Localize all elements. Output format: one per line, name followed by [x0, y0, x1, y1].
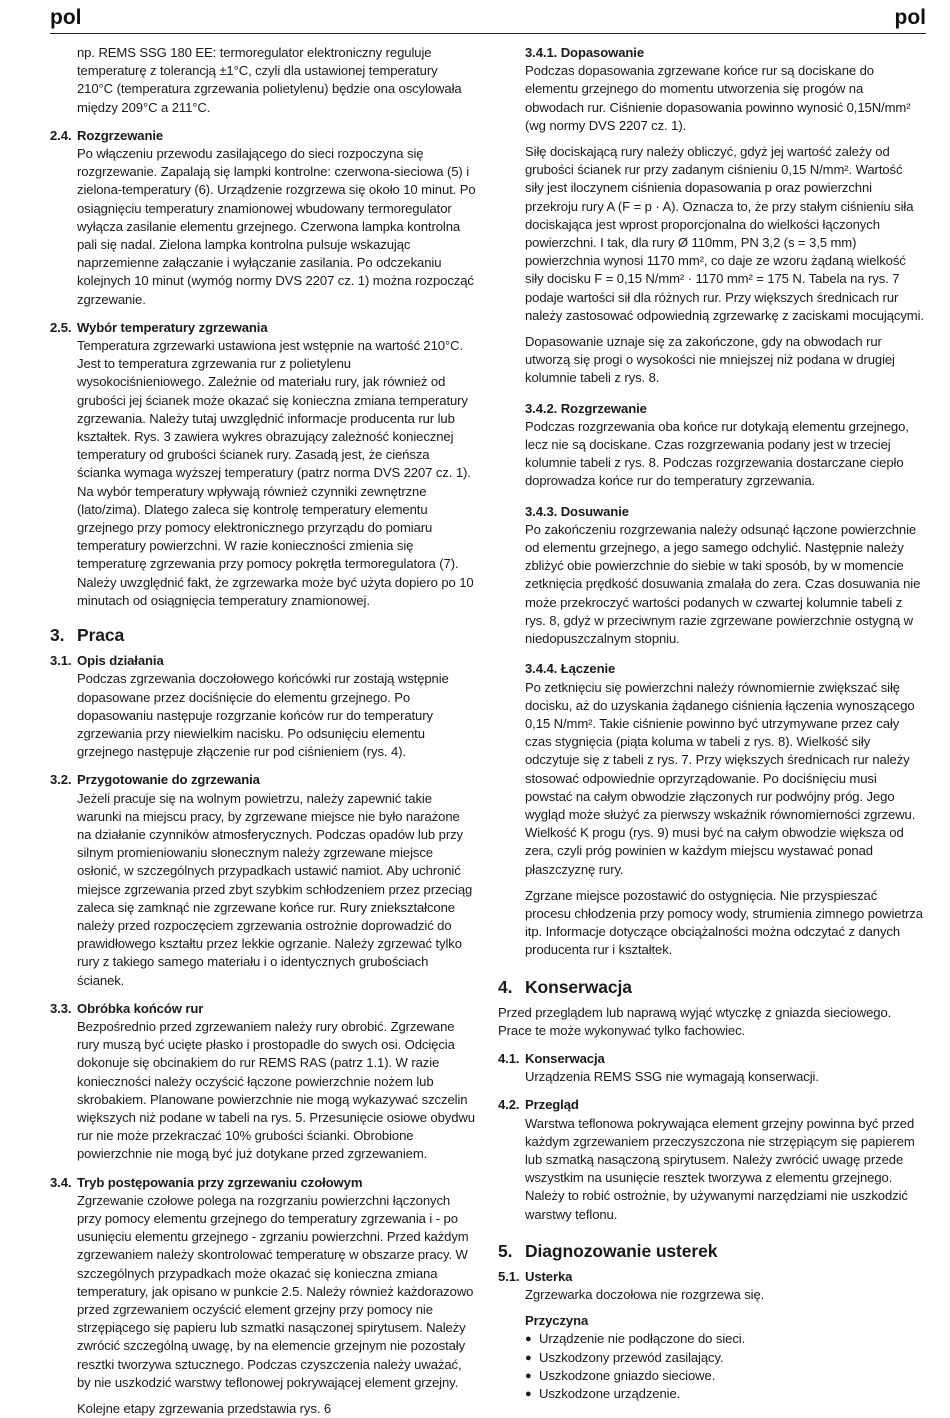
section-4-2 — [498, 1096, 924, 1223]
cause-item: ● Uszkodzone gniazdo sieciowe. — [525, 1367, 924, 1385]
section-heading: 3.1. Opis działania — [50, 653, 164, 669]
header-rule — [50, 33, 926, 34]
right-column — [498, 44, 924, 1403]
section-3-4-2 — [498, 400, 924, 491]
section-heading: 3.4. Tryb postępowania przy zgrzewaniu czołowym — [50, 1174, 363, 1190]
subsection-text: Podczas rozgrzewania oba końce rur dotykają elementu grzejnego, lecz nie są dociskane. Czas rozgrzewania podany jest w trzeciej kolumnie tabeli z rys. 8. Podczas rozgrzewania dostarczane ciepło doprowadza końce rur do temperatury zgrzewania. — [525, 418, 909, 489]
section-text: Jeżeli pracuje się na wolnym powietrzu, należy zapewnić takie warunki na miejscu pracy, by zgrzewane miejsce nie było narażone na działanie czynników atmosferycznych. Podczas opadów lub przy silnym promieniowaniu słonecznym należy zgrzewane miejsce osłonić, w szczególnych przypadkach ustawić namiot. Aby uchronić miejsce zgrzewania przed zbyt szybkim schłodzeniem przez przeciąg zaleca się zamknąć nie zgrzewane końce rur. Rury zniekształcone należy przed rozpoczęciem zgrzewania ostrożnie doprowadzić do prawidłowego kształtu przez lekkie ogrzanie. Należy zgrzewać tylko rury z takiego samego materiału i o identycznych grubościach ścianek. — [77, 790, 473, 988]
section-text: Po włączeniu przewodu zasilającego do sieci rozpoczyna się rozgrzewanie. Zapalają się lampki kontrolne: czerwona-sieciowa (5) i zielona-temperatury (6). Urządzenie rozgrzewa się około 10 minut. Po osiągnięciu temperatury znamionowej wbudowany termoregulator wyłącza zasilanie elementu grzejnego. Czerwona lampka kontrolna pali się nadal. Zielona lampka kontrolna pulsuje wskazując naprzemienne załączanie i wyłączanie zasilania. Po odczekaniu kolejnych 10 minut (wymóg normy DVS 2207 cz. 1) można rozpocząć zgrzewanie. — [77, 146, 476, 307]
section-heading: 2.4. Rozgrzewanie — [50, 127, 164, 143]
section-text: Warstwa teflonowa pokrywająca element grzejny powinna być przed każdym zgrzewaniem przeczyszczona nie strzępiącym się papierem lub szmatką nasączoną spirytusem. Należy zwrócić uwagę przede wszystkim na usunięcie resztek tworzywa z elementu grzejnego. Należy to robić ostrożnie, by używanymi narzędziami nie uszkodzić warstwy teflonu. — [525, 1115, 915, 1222]
chapter-4-intro: Przed przeglądem lub naprawą wyjąć wtyczkę z gniazda sieciowego. Prace te może wykonywać tylko fachowiec. — [498, 1004, 892, 1038]
section-heading: 2.5. Wybór temperatury zgrzewania — [50, 319, 268, 335]
header-language-left: pol — [50, 6, 82, 29]
section-text: Bezpośrednio przed zgrzewaniem należy rury obrobić. Zgrzewane rury muszą być ucięte płasko i prostopadle do swych osi. Odcięcia dokonuje się obcinakiem do rur REMS RAS (patrz 1.1). W razie konieczności należy oczyścić łączone powierzchnie nożem lub skrobakiem. Planowane powierzchnie nie mogą wykazywać szczelin większych niż podane w tabeli na rys. 5. Przesunięcie osiowe obydwu rur nie może przekraczać 10% grubości ścianki. Obrobione powierzchnie nie mogą być już dotykane przed zgrzewaniem. — [77, 1018, 475, 1162]
subsection-text: Zgrzane miejsce pozostawić do ostygnięcia. Nie przyspieszać procesu chłodzenia przy pomocy wody, strumienia zimnego powietrza itp. Informacje dotyczące obciążalności można odczytać z danych producenta rur i kształtek. — [525, 887, 923, 958]
section-heading: 5.1. Usterka — [498, 1268, 573, 1284]
subsection-heading: 3.4.4. Łączenie — [525, 661, 616, 677]
section-3-2 — [50, 771, 476, 989]
subsection-heading: 3.4.1. Dopasowanie — [525, 45, 644, 60]
subsection-text: Po zetknięciu się powierzchni należy równomiernie zwiększać siłę docisku, aż do uzyskania żądanego ciśnienia łączenia wynoszącego 0,15 N/mm². Takie ciśnienie powinno być utrzymywane przez cały czas stygnięcia (piąta koluma w tabeli z rys. 8). Wielkość siły odczytuje się z tabeli z rys. 7. Przy większych średnicach rur należy stosować odpowiednie oprzyrządowanie. Po dociśnięciu musi powstać na całym obwodzie złączonych rur podwójny próg. Jego wygląd może służyć za pierwszy wskaźnik równomierności zgrzewu. Wielkość K progu (rys. 9) musi być na całym obwodzie większa od zera, czyli próg powinien w każdym miejscu wystawać ponad płaszczyznę rury. — [525, 679, 916, 877]
section-3-4-4 — [498, 660, 924, 959]
subsection-text: Po zakończeniu rozgrzewania należy odsunąć łączone powierzchnie od elementu grzejnego, a jego samego odchylić. Następnie należy zbliżyć obie powierzchnie do siebie w taki sposób, by w momencie zetknięcia prędkość dosuwania zmalała do zera. Czas dosuwania nie może przekroczyć wartości podanych w czwartej kolumnie tabeli z rys. 8, gdyż w przeciwnym razie zgrzewane powierzchnie ostygną w niedopuszczalnym stopniu. — [525, 521, 921, 647]
chapter-heading-3: 3. Praca — [50, 625, 125, 646]
subsection-heading: 3.4.3. Dosuwanie — [525, 503, 629, 519]
intro-paragraph: np. REMS SSG 180 EE: termoregulator elektroniczny reguluje temperaturę z tolerancją ±1°C, czyli dla ustawionej temperatury 210°C (temperatura zgrzewania polietylenu) będzie ona oscylowała między 209°C a 211°C. — [77, 45, 462, 115]
section-3-4-1 — [498, 44, 924, 388]
header-language-right: pol — [894, 6, 926, 29]
section-text: Zgrzewanie czołowe polega na rozgrzaniu powierzchni łączonych przy pomocy elementu grzejnego do temperatury zgrzewania i - po usunięciu elementu grzejnego - zgrzaniu powierzchni. Przed każdym zgrzewaniem należy skontrolować temperaturę w obszarze pracy. W szczególnych przypadkach może okazać się konieczna zmiana temperatury, jak opisano w punkcie 2.5. Należy również każdorazowo przed zgrzewaniem oczyścić element grzejny przy pomocy nie strzępiącego się papieru lub szmatki nasączonej spirytusem. Należy zwrócić szczególną uwagę, by na elemencie grzejnym nie pozostały resztki tworzywa sztucznego. Podczas czyszczenia należy uważać, by nie uszkodzić warstwy teflonowej pokrywającej element grzejny. — [77, 1192, 474, 1390]
chapter-heading-4: 4. Konserwacja — [498, 976, 632, 997]
cause-list — [498, 1330, 924, 1403]
subsection-text: Dopasowanie uznaje się za zakończone, gdy na obwodach rur utworzą się progi o wysokości nie mniejszej niż podana w drugiej kolumnie tabeli z rys. 8. — [525, 334, 895, 386]
section-2-4 — [50, 127, 476, 309]
section-3-3 — [50, 1000, 476, 1164]
section-3-4 — [50, 1174, 476, 1418]
section-text: Temperatura zgrzewarki ustawiona jest wstępnie na wartość 210°C. Jest to temperatura zgrzewania rur z polietylenu wysokociśnieniowego. Zależnie od materiału rury, jak również od grubości jej ścianek może okazać się konieczna zmiana temperatury zgrzewania. Należy tutaj uwzględnić informacje producenta rur lub kształtek. Rys. 3 zawiera wykres obrazujący zależność koniecznej temperatury od grubości ścianek rury. Zasadą jest, że cieńsza ścianka wymaga wyższej temperatury (patrz norma DVS 2207 cz. 1). Na wybór temperatury wpływają również czynniki zewnętrzne (lato/zima). Dlatego zaleca się kontrolę temperatury elementu grzejnego przy pomocy elektronicznego przyrządu do pomiaru temperatury powierzchni. W razie konieczności zmienia się temperaturę zgrzewania przy pomocy pokrętła termoregulatora (7). Należy uwzględnić fakt, że zgrzewarka może być użyta dopiero po 10 minutach od osiągnięcia temperatury znamionowej. — [77, 338, 474, 608]
left-column — [50, 44, 476, 1418]
subsection-text: Siłę dociskającą rury należy obliczyć, gdyż jej wartość zależy od grubości ścianek rur przy zadanym ciśnieniu 0,15 N/mm². Wartość siły jest iloczynem ciśnienia dopasowania p oraz powierzchni przekroju rury A (F = p · A). Oznacza to, że przy stałym ciśnieniu siła dociskająca jest wprost proporcjonalna do wielkości łączonych powierzchni. I tak, dla rury Ø 110mm, PN 3,2 (s = 3,5 mm) powierzchnia wynosi 1170 mm², co daje ze wzoru żądaną wielkość siły docisku F = 0,15 N/mm² · 1170 mm² = 175 N. Tabela na rys. 7 podaje wartości sił dla różnych rur. Przy większych średnicach rur należy zastosować odpowiednią zgrzewarkę z zaciskami mocującymi. — [525, 144, 924, 323]
section-heading: 3.2. Przygotowanie do zgrzewania — [50, 772, 260, 788]
section-heading: 4.2. Przegląd — [498, 1097, 579, 1113]
cause-item: ● Urządzenie nie podłączone do sieci. — [525, 1330, 924, 1348]
section-heading: 3.3. Obróbka końców rur — [50, 1000, 204, 1016]
cause-item: ● Uszkodzony przewód zasilający. — [525, 1349, 924, 1367]
section-text: Podczas zgrzewania doczołowego końcówki rur zostają wstępnie dopasowane przez dociśnięcie do elementu grzejnego. Po dopasowaniu następuje rozgrzanie końców rur do temperatury zgrzewania przy niewielkim nacisku. Po odsunięciu elementu grzejnego następuje złączenie rur pod ciśnieniem (rys. 4). — [77, 671, 449, 760]
next-steps-note: Kolejne etapy zgrzewania przedstawia rys. 6 — [77, 1401, 332, 1417]
chapter-heading-5: 5. Diagnozowanie usterek — [498, 1240, 718, 1261]
section-heading: 4.1. Konserwacja — [498, 1050, 605, 1066]
cause-item: ● Uszkodzone urządzenie. — [525, 1385, 924, 1403]
section-4-1 — [498, 1050, 924, 1086]
fault-description: Zgrzewarka doczołowa nie rozgrzewa się. — [525, 1286, 765, 1302]
section-3-4-3 — [498, 503, 924, 649]
section-3-1 — [50, 652, 476, 761]
subsection-text: Podczas dopasowania zgrzewane końce rur są dociskane do elementu grzejnego do momentu utworzenia się progów na obwodach rur. Ciśnienie dopasowania powinno wynosić 0,15N/mm² (wg normy DVS 2207 cz. 1). — [525, 63, 911, 133]
section-text: Urządzenia REMS SSG nie wymagają konserwacji. — [525, 1069, 819, 1085]
subsection-heading: 3.4.2. Rozgrzewanie — [525, 400, 647, 416]
cause-heading: Przyczyna — [525, 1313, 589, 1329]
section-5-1 — [498, 1268, 924, 1403]
section-2-5 — [50, 319, 476, 610]
